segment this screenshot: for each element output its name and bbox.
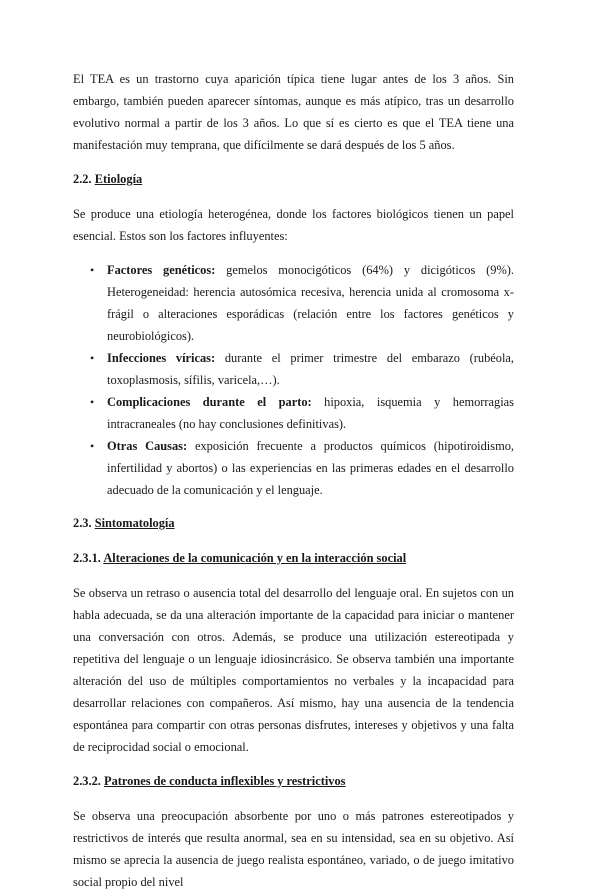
heading-title: Alteraciones de la comunicación y en la interacción social	[103, 551, 407, 565]
heading-number: 2.3.2.	[73, 774, 101, 788]
bullet-icon: •	[90, 351, 95, 365]
heading-number: 2.3.1.	[73, 551, 101, 565]
etiologia-intro: Se produce una etiología heterogénea, donde los factores biológicos tienen un papel esencial. Estos son los factores influyentes:	[73, 207, 514, 243]
list-item-label: Infecciones víricas:	[107, 351, 216, 365]
bullet-icon: •	[90, 395, 95, 409]
bullet-icon: •	[90, 263, 95, 277]
intro-paragraph: El TEA es un trastorno cuya aparición típica tiene lugar antes de los 3 años. Sin embargo, también pueden aparecer síntomas, aunque es más atípico, tras un desarrollo evolutivo normal a partir de los 3 años. Lo que sí es cierto es que el TEA tiene una manifestación muy temprana, que difícilmente se dará después de los 5 años.	[73, 72, 514, 152]
patrones-paragraph: Se observa una preocupación absorbente por uno o más patrones estereotipados y restrictivos de interés que resulta anormal, sea en su intensidad, sea en su objetivo. Así mismo se aprecia la ausencia de juego realista espontáneo, variado, o de juego imitativo social propio del nivel	[73, 809, 514, 889]
list-item-label: Otras Causas:	[107, 439, 188, 453]
heading-patrones	[73, 770, 514, 792]
list-item-text: exposición frecuente a productos químicos (hipotiroidismo, infertilidad y abortos) o las experiencias en las primeras edades en el desarrollo adecuado de la comunicación y el lenguaje.	[107, 439, 514, 497]
heading-number: 2.2.	[73, 172, 92, 186]
bullet-icon: •	[90, 439, 95, 453]
heading-title: Etiología	[94, 172, 143, 186]
list-item-text: durante el primer trimestre del embarazo (rubéola, toxoplasmosis, sífilis, varicela,…).	[107, 351, 515, 387]
list-item-text: hipoxia, isquemia y hemorragias intracraneales (no hay conclusiones definitivas).	[107, 395, 514, 431]
heading-title: Sintomatología	[94, 516, 175, 530]
heading-number: 2.3.	[73, 516, 92, 530]
list-item	[90, 435, 514, 501]
list-item	[90, 259, 514, 347]
heading-title: Patrones de conducta inflexibles y restrictivos	[104, 774, 346, 788]
list-item-label: Factores genéticos:	[107, 263, 216, 277]
list-item	[90, 347, 515, 391]
factores-list	[73, 259, 514, 501]
list-item-label: Complicaciones durante el parto:	[107, 395, 312, 409]
heading-sintomatologia	[73, 512, 514, 534]
heading-etiologia	[73, 168, 514, 190]
comunicacion-paragraph: Se observa un retraso o ausencia total del desarrollo del lenguaje oral. En sujetos con un habla adecuada, se da una alteración importante de la capacidad para iniciar o mantener una conversación con otros. Además, se produce una utilización estereotipada y repetitiva del lenguaje o un lenguaje idiosincrásico. Se observa también una importante alteración del uso de múltiples comportamientos no verbales y la incapacidad para desarrollar relaciones con compañeros. Así mismo, hay una ausencia de la tendencia espontánea para compartir con otras personas disfrutes, intereses y objetivos y una falta de reciprocidad social o emocional.	[73, 586, 514, 754]
heading-comunicacion	[73, 547, 514, 569]
list-item-text: gemelos monocigóticos (64%) y dicigóticos (9%). Heterogeneidad: herencia autosómica recesiva, herencia unida al cromosoma x-frágil o alteraciones esporádicas (relación entre los factores genéticos y neurobiológicos).	[107, 263, 514, 343]
list-item	[90, 391, 514, 435]
